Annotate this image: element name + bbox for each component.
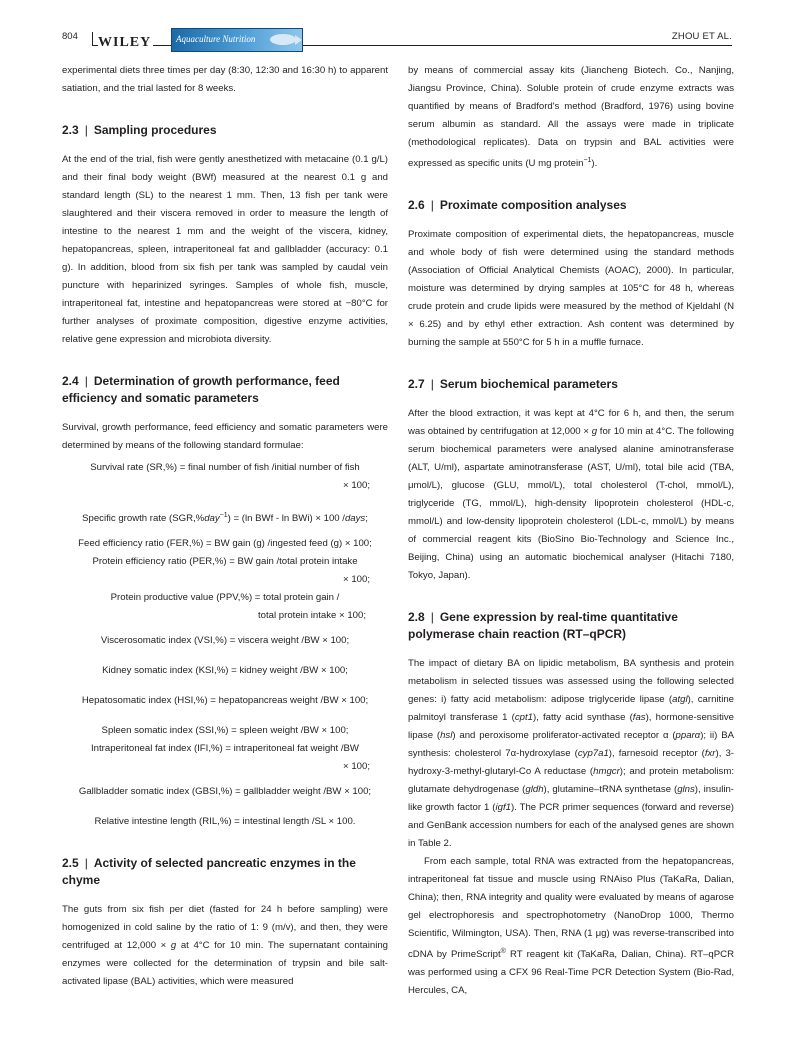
right-column [408, 62, 734, 1000]
equation-per-cont: × 100; [343, 574, 370, 586]
text-run: ); ii) BA synthesis: cholesterol 7α-hydroxylase ( [408, 730, 734, 760]
section-title: Activity of selected pancreatic enzymes in the chyme [62, 856, 356, 888]
gene-symbol: cyp7a1 [577, 748, 609, 760]
section-number: 2.5 [62, 856, 79, 871]
fish-icon [270, 34, 296, 45]
text-run: ); and protein metabolism: glutamate dehydrogenase ( [408, 766, 734, 796]
section-heading-2-3: 2.3 | Sampling procedures [62, 123, 217, 137]
section-title: Determination of growth performance, feed efficiency and somatic parameters [62, 374, 340, 405]
section-heading-2-8: 2.8 | Gene expression by real-time quantitative polymerase chain reaction (RT–qPCR) [408, 610, 678, 642]
gene-symbol: gldh [525, 784, 544, 796]
equation-ppv-cont: total protein intake × 100; [257, 610, 366, 622]
section-title: Sampling procedures [93, 123, 217, 137]
section-title: Proximate composition analyses [439, 198, 627, 213]
running-head: ZHOU ET AL. [671, 31, 732, 42]
enzyme-paragraph: The guts from six fish per diet (fasted for 24 h before sampling) were homogenized in cold saline by the ratio of 1: 9 (m/v), and then, they were centrifuged at 12,000 × g at 4°C for 10 min. The supernatant containing enzymes were collected for the determination of trypsin and bile salt-activated lipase (BAL) activities, which were measured [62, 904, 388, 988]
text-run: ) and peroxisome proliferator-activated receptor α ( [452, 730, 676, 742]
paragraph-continued: experimental diets three times per day (8:30, 12:30 and 16:30 h) to apparent satiation, and the trial lasted for 8 weeks. [62, 65, 388, 94]
section-heading-2-6: 2.6 | Proximate composition analyses [408, 198, 627, 213]
journal-banner [171, 28, 303, 52]
sampling-paragraph: At the end of the trial, fish were gently anesthetized with metacaine (0.1 g/L) and their final body weight (BWf) measured at the nearest 0.1 g and standard length (SL) to the nearest 1 mm. Then, 13 fish per tank were slaughtered and their viscera removed in order to measure the length of intestine to the nearest 1 mm and the weight of the viscera, kidney, hepatopancreas, spleen, intraperitoneal fat and gallbladder (accuracy: 0.1 g). In addition, blood from six fish per tank was sampled by caudal vein puncture with heparinized syringes. Samples of whole fish, muscle, intraperitoneal fat, intestine and hepatopancreas were stored at −80°C for further analyses of proximate composition, digestive enzyme activities, relative gene expression and microbiota diversity. [62, 154, 388, 345]
gene-symbol: hsl [440, 730, 453, 742]
text-run: ), carnitine palmitoyl transferase 1 ( [408, 694, 735, 724]
section-number: 2.8 [408, 610, 425, 625]
gene-symbol: glns [677, 784, 695, 796]
equation-survival: Survival rate (SR,%) = final number of fish /initial number of fish [90, 462, 360, 473]
equation-survival-cont: × 100; [343, 480, 370, 491]
text-run: ), farnesoid receptor ( [608, 748, 705, 760]
gene-expression-paragraph [408, 655, 734, 853]
page-header [62, 26, 732, 56]
section-heading-2-5: 2.5 | Activity of selected pancreatic enzymes in the chyme [62, 856, 356, 888]
header-divider-tick [92, 32, 93, 45]
gene-symbol: fxr [704, 748, 716, 760]
section-number: 2.4 [62, 374, 79, 388]
equation-fer: Feed efficiency ratio (FER,%) = BW gain (g) /ingested feed (g) × 100; [78, 538, 372, 550]
equation-ppv: Protein productive value (PPV,%) = total protein gain / [110, 592, 340, 604]
text-run: ), glutamine–tRNA synthetase ( [543, 784, 678, 796]
equation-ksi: Kidney somatic index (KSI,%) = kidney weight /BW × 100; [102, 665, 348, 677]
gene-symbol: hmgcr [593, 766, 620, 778]
proximate-paragraph: Proximate composition of experimental diets, the hepatopancreas, muscle and whole body of fish were determined using the standard methods (Association of Official Analytical Chemists (AOAC), 2000). In particular, moisture was determined by drying samples at 105°C for 48 h, whereas crude protein and crude lipids were measured by the method of Kjeldahl (N × 6.25) and by ethyl ether extraction. Ash content was determined by burning the sample at 550°C for 5 h in a muffle furnace. [408, 229, 734, 349]
serum-paragraph: After the blood extraction, it was kept at 4°C for 6 h, and then, the serum was obtained by centrifugation at 12,000 × g for 10 min at 4°C. The following serum biochemical parameters were analysed alanine aminotransferase (ALT, U/ml), aspartate aminotransferase (AST, U/ml), total bile acid (TBA, μmol/L), glucose (GLU, mmol/L), total cholesterol (T-chol, mmol/L), triglyceride (TG, mmol/L), high-density lipoprotein cholesterol (HDL-c, mmol/L) and low-density lipoprotein cholesterol (LDL-c, mmol/L) by means of commercial reagent kits (BioSino Bio-Technology and Science Inc., Beijing, China) using an automatic biochemical analyser (Hitachi 7180, Tokyo, Japan). [408, 408, 734, 582]
gene-symbol: pparα [675, 730, 701, 742]
journal-name: Aquaculture Nutrition [176, 34, 256, 44]
text-run: The impact of dietary BA on lipidic metabolism, BA synthesis and protein metabolism in selected tissues was assessed using the following selected genes: i) fatty acid metabolism: adipose triglyceride lipase ( [408, 658, 734, 706]
section-number: 2.3 [62, 123, 79, 137]
equation-per: Protein efficiency ratio (PER,%) = BW gain /total protein intake [92, 556, 358, 568]
section-heading-2-4: 2.4 | Determination of growth performance, feed efficiency and somatic parameters [62, 374, 340, 405]
paragraph-continued: by means of commercial assay kits (Jiancheng Biotech. Co., Nanjing, Jiangsu Province, China). Soluble protein of crude enzyme extracts was quantified by means of Bradford's method (Bradford, 1976) using bovine serum albumin as standard. All the assays were made in triplicate (methodological replicates). Data on trypsin and BAL activities were expressed as specific units (U mg protein$^{-1}$). [408, 65, 734, 170]
equation-ril: Relative intestine length (RIL,%) = intestinal length /SL × 100. [94, 816, 356, 828]
equation-ifi-cont: × 100; [343, 761, 370, 773]
text-run: ), insulin-like growth factor 1 ( [408, 784, 735, 814]
text-run: ), 3-hydroxy-3-methyl-glutaryl-Co A reductase ( [408, 748, 734, 778]
section-number: 2.6 [408, 198, 425, 213]
gene-symbol: cpt1 [514, 712, 533, 724]
section-heading-2-7: 2.7 | Serum biochemical parameters [408, 377, 618, 392]
text-run: ). The PCR primer sequences (forward and reverse) and GenBank accession numbers for each of the analysed genes are shown in Table 2. [408, 802, 734, 850]
left-column [62, 62, 388, 991]
equation-sgr: Specific growth rate (SGR,%day$^{-1}$) = (ln BWf - ln BWi) × 100 /days; [82, 512, 368, 525]
gene-symbol: atgl [672, 694, 688, 706]
section-title: Gene expression by real-time quantitative polymerase chain reaction (RT–qPCR) [408, 610, 678, 642]
rna-paragraph: From each sample, total RNA was extracted from the hepatopancreas, intraperitoneal fat tissue and muscle using RNAiso Plus (TaKaRa, Dalian, China); then, RNA integrity and quality were evaluated by means of agarose gel electrophoresis and spectrophotometry (NanoDrop 1000, Thermo Scientific, Wilmington, USA). Then, RNA (1 μg) was reverse-transcribed into cDNA by PrimeScript® RT reagent kit (TaKaRa, Dalian, China). RT–qPCR was performed using a CFX 96 Real-Time PCR Detection System (Bio-Rad, Hercules, CA, [408, 856, 734, 997]
gene-symbol: fas [632, 712, 646, 724]
section-number: 2.7 [408, 377, 425, 392]
equation-vsi: Viscerosomatic index (VSI,%) = viscera weight /BW × 100; [100, 635, 350, 647]
text-run: ), hormone-sensitive lipase ( [408, 712, 734, 742]
equation-ifi: Intraperitoneal fat index (IFI,%) = intraperitoneal fat weight /BW [91, 743, 359, 755]
text-run: ), fatty acid synthase ( [532, 712, 633, 724]
gene-symbol: igf1 [495, 802, 511, 814]
page-number: 804 [62, 31, 78, 42]
equation-gbsi: Gallbladder somatic index (GBSI,%) = gallbladder weight /BW × 100; [78, 786, 372, 798]
equation-hsi: Hepatosomatic index (HSI,%) = hepatopancreas weight /BW × 100; [81, 695, 369, 707]
equation-ssi: Spleen somatic index (SSI,%) = spleen weight /BW × 100; [101, 725, 349, 737]
publisher-logo: WILEY [98, 35, 152, 50]
growth-paragraph: Survival, growth performance, feed efficiency and somatic parameters were determined by means of the following standard formulae: [62, 422, 388, 451]
section-title: Serum biochemical parameters [439, 377, 618, 392]
